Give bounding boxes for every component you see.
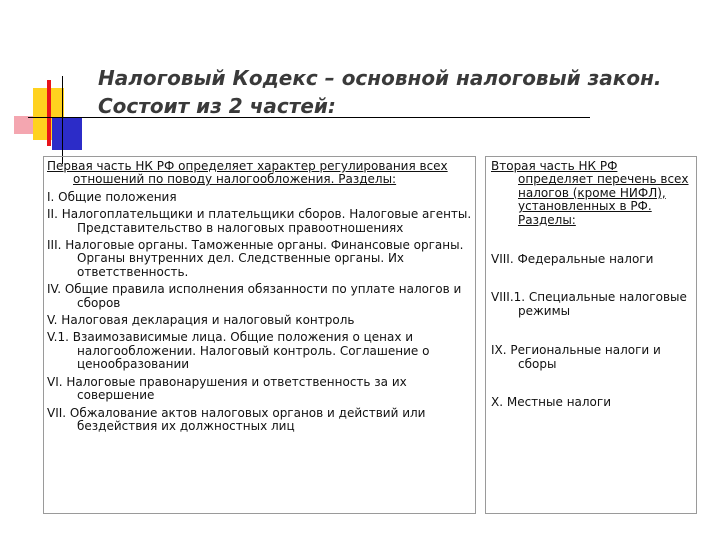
part-one-section: I. Общие положения bbox=[47, 189, 177, 204]
part-two-intro bbox=[491, 160, 692, 227]
part-one-box bbox=[43, 156, 476, 514]
decor-blue-block bbox=[52, 118, 82, 150]
part-two-intro-text: Вторая часть НК РФ определяет перечень всех налогов (кроме НИФЛ), установленных в РФ. Разделы: bbox=[491, 159, 689, 227]
part-two-section: IX. Региональные налоги и сборы bbox=[491, 343, 661, 371]
part-one-intro-text: Первая часть НК РФ определяет характер регулирования всех отношений по поводу налогообложения. Разделы: bbox=[47, 159, 448, 187]
part-one-intro bbox=[47, 160, 473, 187]
part-one-section: III. Налоговые органы. Таможенные органы. Финансовые органы. Органы внутренних дел. Следственные органы. Их ответственность. bbox=[47, 238, 464, 279]
decor-red-bar bbox=[47, 80, 51, 146]
part-two-section: VIII.1. Специальные налоговые режимы bbox=[491, 290, 687, 318]
part-two-section: VIII. Федеральные налоги bbox=[491, 252, 654, 267]
part-one-section: VII. Обжалование актов налоговых органов и действий или бездействия их должностных лиц bbox=[47, 405, 426, 433]
part-one-section: II. Налогоплательщики и плательщики сборов. Налоговые агенты. Представительство в налоговых правоотношениях bbox=[47, 207, 472, 235]
part-one-section: IV. Общие правила исполнения обязанности по уплате налогов и сборов bbox=[47, 282, 462, 310]
part-one-section: V.1. Взаимозависимые лица. Общие положения о ценах и налогообложении. Налоговый контроль. Соглашение о ценообразовании bbox=[47, 330, 430, 372]
decor-vertical-line bbox=[62, 76, 63, 164]
slide-title: Налоговый Кодекс – основной налоговый закон. Состоит из 2 частей: bbox=[98, 66, 662, 118]
part-two-section: X. Местные налоги bbox=[491, 395, 612, 410]
part-two-box bbox=[485, 156, 697, 514]
part-one-section: VI. Налоговые правонарушения и ответственность за их совершение bbox=[47, 374, 407, 403]
part-one-section: V. Налоговая декларация и налоговый контроль bbox=[47, 313, 355, 328]
